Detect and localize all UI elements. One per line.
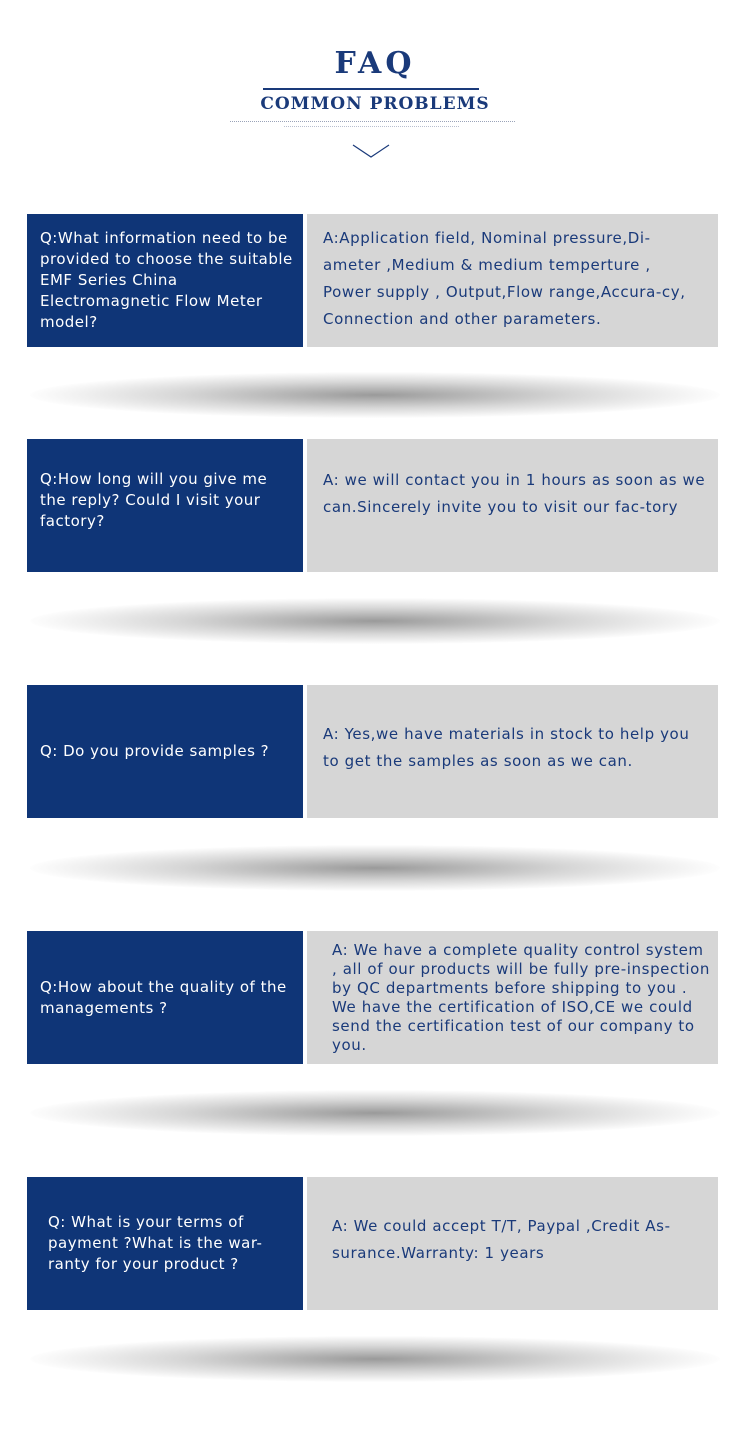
faq-answer-box	[307, 931, 718, 1064]
dotted-divider	[230, 121, 515, 122]
faq-question-text: Q:How about the quality of the managements ?	[40, 977, 287, 1017]
faq-header	[0, 0, 750, 180]
drop-shadow	[30, 372, 720, 418]
faq-answer-box	[307, 685, 718, 818]
faq-answer-box	[307, 439, 718, 572]
faq-answer-text: A: we will contact you in 1 hours as soon as we can.Sincerely invite you to visit our fac-tory	[323, 471, 706, 516]
faq-question-box	[27, 439, 303, 572]
drop-shadow	[30, 598, 720, 644]
title-underline	[263, 88, 479, 90]
faq-question-box	[27, 214, 303, 347]
faq-question-box	[27, 1177, 303, 1310]
dotted-divider-secondary	[284, 126, 459, 127]
faq-question-text: Q: Do you provide samples ?	[40, 742, 270, 760]
faq-answer-text: A: We have a complete quality control system , all of our products will be fully pre-inspection by QC departments before shipping to you . We have the certification of ISO,CE we could send the certification test of our company to you.	[332, 941, 710, 1054]
faq-question-text: Q:How long will you give me the reply? Could I visit your factory?	[40, 470, 268, 530]
faq-title: FAQ	[334, 46, 416, 81]
faq-question-text: Q: What is your terms of payment ?What is the war-ranty for your product ?	[48, 1213, 263, 1273]
chevron-down-icon	[352, 144, 390, 158]
drop-shadow	[30, 1336, 720, 1382]
faq-answer-text: A: We could accept T/T, Paypal ,Credit As-surance.Warranty: 1 years	[332, 1217, 671, 1262]
faq-answer-text: A:Application field, Nominal pressure,Di-ameter ,Medium & medium temperture , Power supply , Output,Flow range,Accura-cy, Connection and other parameters.	[323, 229, 686, 328]
faq-question-text: Q:What information need to be provided to choose the suitable EMF Series China Electromagnetic Flow Meter model?	[40, 229, 293, 331]
faq-question-box	[27, 931, 303, 1064]
faq-answer-box	[307, 1177, 718, 1310]
faq-answer-text: A: Yes,we have materials in stock to help you to get the samples as soon as we can.	[323, 725, 690, 770]
faq-answer-box	[307, 214, 718, 347]
drop-shadow	[30, 845, 720, 891]
faq-question-box	[27, 685, 303, 818]
faq-subtitle: COMMON PROBLEMS	[260, 94, 490, 114]
drop-shadow	[30, 1090, 720, 1136]
